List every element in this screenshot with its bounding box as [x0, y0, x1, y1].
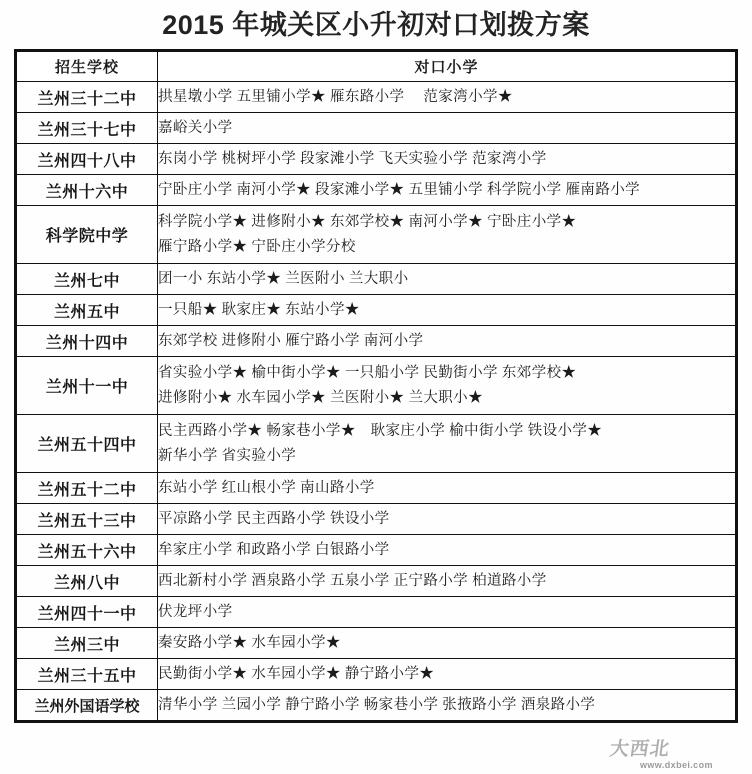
- school-name-cell: 兰州三十五中: [17, 659, 158, 690]
- feeder-schools-cell: [158, 415, 736, 473]
- table-row: [17, 357, 736, 415]
- table-row: [17, 597, 736, 628]
- feeder-schools-line: 团一小 东站小学★ 兰医附小 兰大职小: [158, 270, 409, 287]
- table-row: [17, 473, 736, 504]
- school-name-cell: 兰州十六中: [17, 175, 158, 206]
- table-row: [17, 326, 736, 357]
- feeder-schools-cell: [158, 566, 736, 597]
- table-body: [17, 82, 736, 721]
- feeder-schools-line: 进修附小★ 水车园小学★ 兰医附小★ 兰大职小★: [158, 389, 483, 406]
- school-name-cell: 兰州五十三中: [17, 504, 158, 535]
- feeder-schools-cell: [158, 264, 736, 295]
- feeder-schools-line: 民勤街小学★ 水车园小学★ 静宁路小学★: [158, 665, 435, 682]
- school-name-cell: 兰州十四中: [17, 326, 158, 357]
- column-header-school: 招生学校: [17, 52, 158, 82]
- feeder-schools-line: 秦安路小学★ 水车园小学★: [158, 634, 341, 651]
- table-header-row: [17, 52, 736, 82]
- feeder-schools-line: 西北新村小学 酒泉路小学 五泉小学 正宁路小学 柏道路小学: [158, 572, 547, 589]
- feeder-schools-cell: [158, 295, 736, 326]
- feeder-schools-line: 雁宁路小学★ 宁卧庄小学分校: [158, 238, 356, 255]
- table-row: [17, 415, 736, 473]
- feeder-schools-cell: [158, 144, 736, 175]
- table-row: [17, 175, 736, 206]
- table-row: [17, 82, 736, 113]
- feeder-schools-cell: [158, 597, 736, 628]
- table-row: [17, 659, 736, 690]
- school-name-cell: 兰州十一中: [17, 357, 158, 415]
- table-row: [17, 690, 736, 721]
- table-row: [17, 504, 736, 535]
- feeder-schools-cell: [158, 690, 736, 721]
- school-name-cell: 兰州七中: [17, 264, 158, 295]
- watermark-logo-text: 大西北: [608, 739, 672, 760]
- feeder-schools-line: 科学院小学★ 进修附小★ 东郊学校★ 南河小学★ 宁卧庄小学★: [158, 213, 577, 230]
- feeder-schools-line: 东郊学校 进修附小 雁宁路小学 南河小学: [158, 332, 424, 349]
- table-row: [17, 535, 736, 566]
- school-name-cell: 兰州三中: [17, 628, 158, 659]
- table-row: [17, 113, 736, 144]
- school-name-cell: 兰州外国语学校: [17, 690, 158, 721]
- table-row: [17, 295, 736, 326]
- feeder-schools-line: 牟家庄小学 和政路小学 白银路小学: [158, 541, 390, 558]
- feeder-schools-line: 民主西路小学★ 畅家巷小学★ 耿家庄小学 榆中街小学 铁设小学★: [158, 422, 603, 439]
- table-row: [17, 206, 736, 264]
- school-name-cell: 兰州八中: [17, 566, 158, 597]
- feeder-schools-line: 嘉峪关小学: [158, 119, 233, 136]
- watermark-url: www.dxbei.com: [640, 760, 713, 770]
- feeder-schools-cell: [158, 206, 736, 264]
- school-name-cell: 科学院中学: [17, 206, 158, 264]
- table-header: [17, 52, 736, 82]
- column-header-feeders: 对口小学: [158, 52, 736, 82]
- school-name-cell: 兰州五十二中: [17, 473, 158, 504]
- feeder-schools-cell: [158, 659, 736, 690]
- feeder-schools-line: 拱星墩小学 五里铺小学★ 雁东路小学 范家湾小学★: [158, 88, 513, 105]
- table-row: [17, 264, 736, 295]
- feeder-schools-cell: [158, 82, 736, 113]
- feeder-schools-line: 伏龙坪小学: [158, 603, 233, 620]
- feeder-schools-line: 清华小学 兰园小学 静宁路小学 畅家巷小学 张掖路小学 酒泉路小学: [158, 696, 596, 713]
- school-name-cell: 兰州三十二中: [17, 82, 158, 113]
- feeder-schools-cell: [158, 535, 736, 566]
- feeder-schools-cell: [158, 628, 736, 659]
- assignment-plan-table: [16, 51, 736, 721]
- feeder-schools-line: 东岗小学 桃树坪小学 段家滩小学 飞天实验小学 范家湾小学: [158, 150, 547, 167]
- feeder-schools-cell: [158, 473, 736, 504]
- feeder-schools-cell: [158, 113, 736, 144]
- feeder-schools-cell: [158, 175, 736, 206]
- feeder-schools-line: 平凉路小学 民主西路小学 铁设小学: [158, 510, 390, 527]
- school-name-cell: 兰州四十一中: [17, 597, 158, 628]
- school-name-cell: 兰州五十四中: [17, 415, 158, 473]
- school-name-cell: 兰州四十八中: [17, 144, 158, 175]
- school-name-cell: 兰州五十六中: [17, 535, 158, 566]
- feeder-schools-cell: [158, 504, 736, 535]
- page-title: 2015 年城关区小升初对口划拨方案: [162, 10, 590, 40]
- plan-table-container: [14, 49, 738, 723]
- feeder-schools-line: 省实验小学★ 榆中街小学★ 一只船小学 民勤街小学 东郊学校★: [158, 364, 577, 381]
- school-name-cell: 兰州三十七中: [17, 113, 158, 144]
- feeder-schools-line: 东站小学 红山根小学 南山路小学: [158, 479, 375, 496]
- feeder-schools-cell: [158, 357, 736, 415]
- school-name-cell: 兰州五中: [17, 295, 158, 326]
- feeder-schools-cell: [158, 326, 736, 357]
- feeder-schools-line: 宁卧庄小学 南河小学★ 段家滩小学★ 五里铺小学 科学院小学 雁南路小学: [158, 181, 641, 198]
- site-watermark: [604, 732, 744, 772]
- table-row: [17, 628, 736, 659]
- table-row: [17, 144, 736, 175]
- table-row: [17, 566, 736, 597]
- feeder-schools-line: 新华小学 省实验小学: [158, 447, 297, 464]
- feeder-schools-line: 一只船★ 耿家庄★ 东站小学★: [158, 301, 360, 318]
